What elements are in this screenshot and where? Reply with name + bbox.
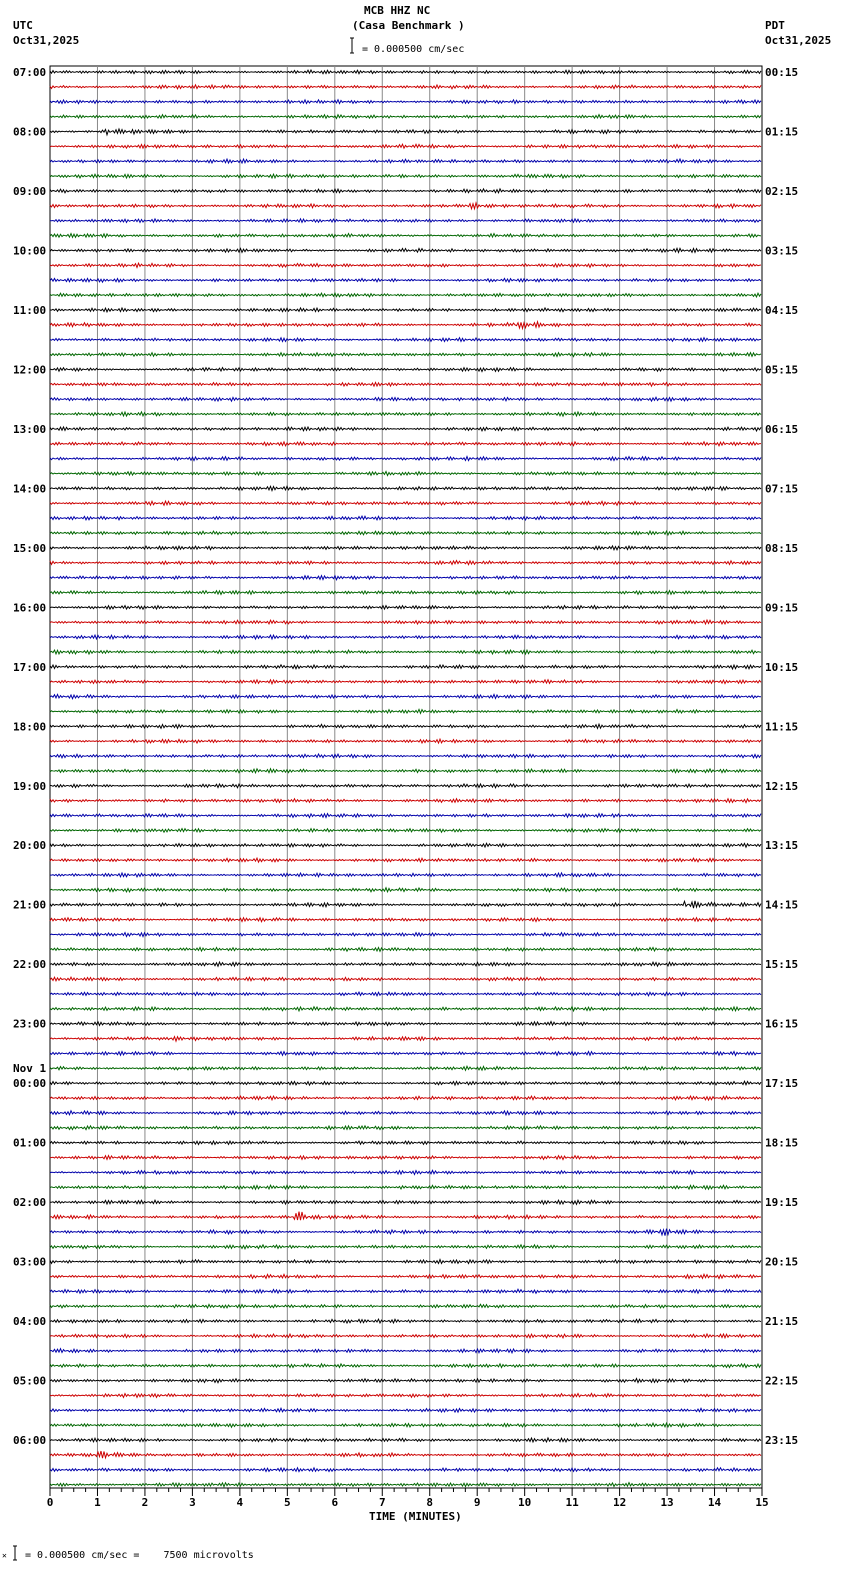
- x-axis-label: TIME (MINUTES): [369, 1510, 462, 1523]
- trace-line: [50, 501, 761, 505]
- x-tick-label: 1: [94, 1496, 101, 1509]
- trace-line: [50, 353, 761, 357]
- trace-line: [50, 189, 761, 193]
- trace-line: [50, 1274, 761, 1278]
- utc-hour-label: 00:00: [13, 1077, 47, 1091]
- utc-hour-label: 05:00: [13, 1374, 47, 1388]
- x-tick-label: 15: [755, 1496, 769, 1509]
- pdt-hour-label: 21:15: [765, 1315, 799, 1329]
- trace-line: [50, 635, 761, 639]
- trace-line: [50, 263, 761, 267]
- trace-line: [50, 1245, 761, 1249]
- x-tick-label: 0: [46, 1496, 54, 1509]
- trace-line: [50, 472, 761, 476]
- trace-line: [50, 338, 761, 342]
- trace-line: [50, 159, 761, 163]
- trace-line: [50, 739, 761, 743]
- trace-line: [50, 918, 761, 922]
- utc-hour-label: 18:00: [13, 720, 47, 734]
- trace-line: [50, 219, 761, 223]
- trace-line: [50, 442, 761, 446]
- pdt-hour-label: 13:15: [765, 839, 799, 853]
- pdt-hour-label: 20:15: [765, 1255, 799, 1269]
- trace-line: [50, 1200, 761, 1204]
- trace-line: [50, 85, 761, 89]
- trace-line: [50, 531, 761, 535]
- trace-line: [50, 278, 761, 282]
- trace-line: [50, 962, 761, 966]
- trace-line: [50, 234, 761, 238]
- trace-line: [50, 1468, 761, 1472]
- trace-line: [50, 1212, 761, 1221]
- trace-line: [50, 694, 761, 698]
- pdt-hour-label: 00:15: [765, 66, 799, 79]
- trace-line: [50, 784, 761, 788]
- pdt-hour-label: 17:15: [765, 1077, 799, 1091]
- trace-line: [50, 1007, 761, 1011]
- pdt-hour-label: 01:15: [765, 125, 799, 139]
- trace-line: [50, 368, 761, 372]
- x-tick-label: 5: [284, 1496, 291, 1509]
- utc-hour-label: 08:00: [13, 125, 47, 139]
- left-date: Oct31,2025: [13, 34, 80, 47]
- trace-line: [50, 576, 761, 580]
- pdt-hour-label: 16:15: [765, 1017, 799, 1031]
- trace-line: [50, 1319, 761, 1323]
- pdt-hour-label: 10:15: [765, 660, 799, 674]
- footer-scale-note: = 0.000500 cm/sec = 7500 microvolts: [25, 1550, 254, 1561]
- x-tick-label: 4: [236, 1496, 244, 1509]
- footer-mark-icon: ✕: [2, 1551, 7, 1560]
- trace-line: [50, 546, 761, 550]
- trace-line: [50, 947, 761, 951]
- trace-line: [50, 516, 761, 520]
- utc-hour-label: 15:00: [13, 541, 47, 555]
- trace-line: [50, 1170, 761, 1174]
- utc-hour-label: 23:00: [13, 1017, 47, 1031]
- x-axis: [47, 1488, 769, 1509]
- utc-hour-label: 06:00: [13, 1434, 47, 1448]
- trace-line: [50, 1349, 761, 1353]
- trace-line: [50, 1334, 761, 1338]
- trace-line: [50, 1096, 761, 1100]
- trace-line: [50, 680, 761, 684]
- trace-line: [50, 1483, 761, 1487]
- trace-line: [50, 1364, 761, 1368]
- right-date: Oct31,2025: [765, 34, 832, 47]
- pdt-hour-label: 23:15: [765, 1434, 799, 1448]
- trace-line: [50, 606, 761, 610]
- trace-line: [50, 427, 761, 431]
- x-tick-label: 2: [141, 1496, 149, 1509]
- trace-line: [50, 561, 761, 565]
- pdt-hour-label: 11:15: [765, 720, 799, 734]
- right-zone: PDT: [765, 19, 785, 32]
- trace-line: [50, 814, 761, 818]
- utc-hour-label: 03:00: [13, 1255, 47, 1269]
- trace-line: [50, 828, 761, 832]
- pdt-hour-label: 14:15: [765, 898, 799, 912]
- pdt-hour-label: 15:15: [765, 958, 799, 972]
- utc-hour-label: 07:00: [13, 66, 47, 79]
- trace-line: [50, 1304, 761, 1308]
- x-tick-label: 10: [518, 1496, 532, 1509]
- trace-line: [50, 1037, 761, 1042]
- utc-hour-label: 11:00: [13, 303, 47, 317]
- x-tick-label: 14: [707, 1496, 722, 1509]
- pdt-hour-label: 18:15: [765, 1136, 799, 1150]
- pdt-hour-label: 05:15: [765, 363, 799, 377]
- x-tick-label: 3: [189, 1496, 196, 1509]
- trace-line: [50, 100, 761, 104]
- scale-label: = 0.000500 cm/sec: [362, 44, 465, 55]
- trace-line: [50, 70, 761, 74]
- trace-line: [50, 620, 761, 624]
- trace-line: [50, 322, 761, 329]
- utc-hour-label: 14:00: [13, 482, 47, 496]
- date-change-label: Nov 1: [13, 1062, 47, 1076]
- trace-line: [50, 1022, 761, 1026]
- pdt-hour-label: 04:15: [765, 303, 799, 317]
- x-tick-label: 8: [426, 1496, 434, 1509]
- trace-line: [50, 1156, 761, 1160]
- trace-line: [50, 754, 761, 758]
- trace-line: [50, 769, 761, 773]
- trace-line: [50, 1289, 761, 1293]
- trace-line: [50, 665, 761, 669]
- pdt-hour-label: 03:15: [765, 244, 799, 258]
- pdt-hour-label: 02:15: [765, 184, 799, 198]
- trace-line: [50, 1185, 761, 1189]
- x-tick-label: 12: [612, 1496, 627, 1509]
- trace-line: [50, 873, 761, 877]
- utc-hour-label: 04:00: [13, 1315, 47, 1329]
- utc-hour-label: 12:00: [13, 363, 47, 377]
- trace-line: [50, 129, 761, 135]
- pdt-hour-label: 07:15: [765, 482, 799, 496]
- trace-line: [50, 858, 761, 862]
- trace-line: [50, 1066, 761, 1070]
- utc-hour-label: 19:00: [13, 779, 47, 793]
- trace-line: [50, 144, 761, 148]
- trace-line: [50, 1141, 761, 1145]
- x-tick-label: 6: [331, 1496, 339, 1509]
- trace-line: [50, 1260, 761, 1264]
- trace-line: [50, 382, 761, 386]
- footer-scale-bar-icon: [13, 1546, 17, 1560]
- trace-line: [50, 709, 761, 713]
- station-title: MCB HHZ NC: [364, 4, 431, 17]
- trace-line: [50, 293, 761, 297]
- x-tick-label: 7: [378, 1496, 386, 1509]
- utc-hour-label: 17:00: [13, 660, 47, 674]
- utc-hour-label: 10:00: [13, 244, 47, 258]
- trace-line: [50, 1126, 761, 1130]
- trace-line: [50, 977, 761, 981]
- trace-line: [50, 308, 761, 312]
- x-tick-label: 9: [473, 1496, 481, 1509]
- trace-line: [50, 486, 761, 490]
- trace-line: [50, 1451, 761, 1458]
- trace-line: [50, 1438, 761, 1442]
- x-tick-label: 13: [660, 1496, 674, 1509]
- trace-line: [50, 248, 761, 252]
- station-subtitle: (Casa Benchmark ): [352, 19, 465, 32]
- trace-line: [50, 933, 761, 937]
- trace-line: [50, 724, 761, 728]
- utc-hour-label: 20:00: [13, 839, 47, 853]
- trace-line: [50, 1229, 761, 1236]
- trace-line: [50, 203, 761, 209]
- trace-line: [50, 591, 761, 595]
- trace-line: [50, 397, 761, 401]
- trace-line: [50, 115, 761, 119]
- trace-line: [50, 901, 761, 908]
- pdt-hour-label: 08:15: [765, 541, 799, 555]
- utc-hour-label: 22:00: [13, 958, 47, 972]
- trace-line: [50, 1111, 761, 1115]
- utc-hour-label: 16:00: [13, 601, 47, 615]
- utc-hour-label: 02:00: [13, 1196, 47, 1210]
- left-zone: UTC: [13, 19, 33, 32]
- utc-hour-label: 13:00: [13, 422, 47, 436]
- trace-line: [50, 888, 761, 892]
- utc-hour-label: 09:00: [13, 184, 47, 198]
- pdt-hour-label: 09:15: [765, 601, 799, 615]
- trace-line: [50, 1423, 761, 1427]
- pdt-hour-label: 06:15: [765, 422, 799, 436]
- trace-line: [50, 412, 761, 416]
- trace-line: [50, 1393, 761, 1397]
- pdt-hour-label: 12:15: [765, 779, 799, 793]
- pdt-hour-label: 22:15: [765, 1374, 799, 1388]
- utc-hour-label: 21:00: [13, 898, 47, 912]
- trace-line: [50, 174, 761, 178]
- trace-line: [50, 457, 761, 461]
- trace-line: [50, 1051, 761, 1055]
- trace-line: [50, 992, 761, 996]
- x-tick-label: 11: [565, 1496, 579, 1509]
- trace-group: [50, 70, 761, 1487]
- scale-bar-icon: [350, 38, 354, 53]
- trace-line: [50, 1081, 761, 1085]
- trace-line: [50, 650, 761, 654]
- trace-line: [50, 1379, 761, 1383]
- trace-line: [50, 1408, 761, 1412]
- plot-grid: [50, 66, 762, 1488]
- plot-frame: [50, 66, 762, 1488]
- pdt-hour-label: 19:15: [765, 1196, 799, 1210]
- utc-hour-label: 01:00: [13, 1136, 47, 1150]
- trace-line: [50, 843, 761, 847]
- trace-line: [50, 799, 761, 803]
